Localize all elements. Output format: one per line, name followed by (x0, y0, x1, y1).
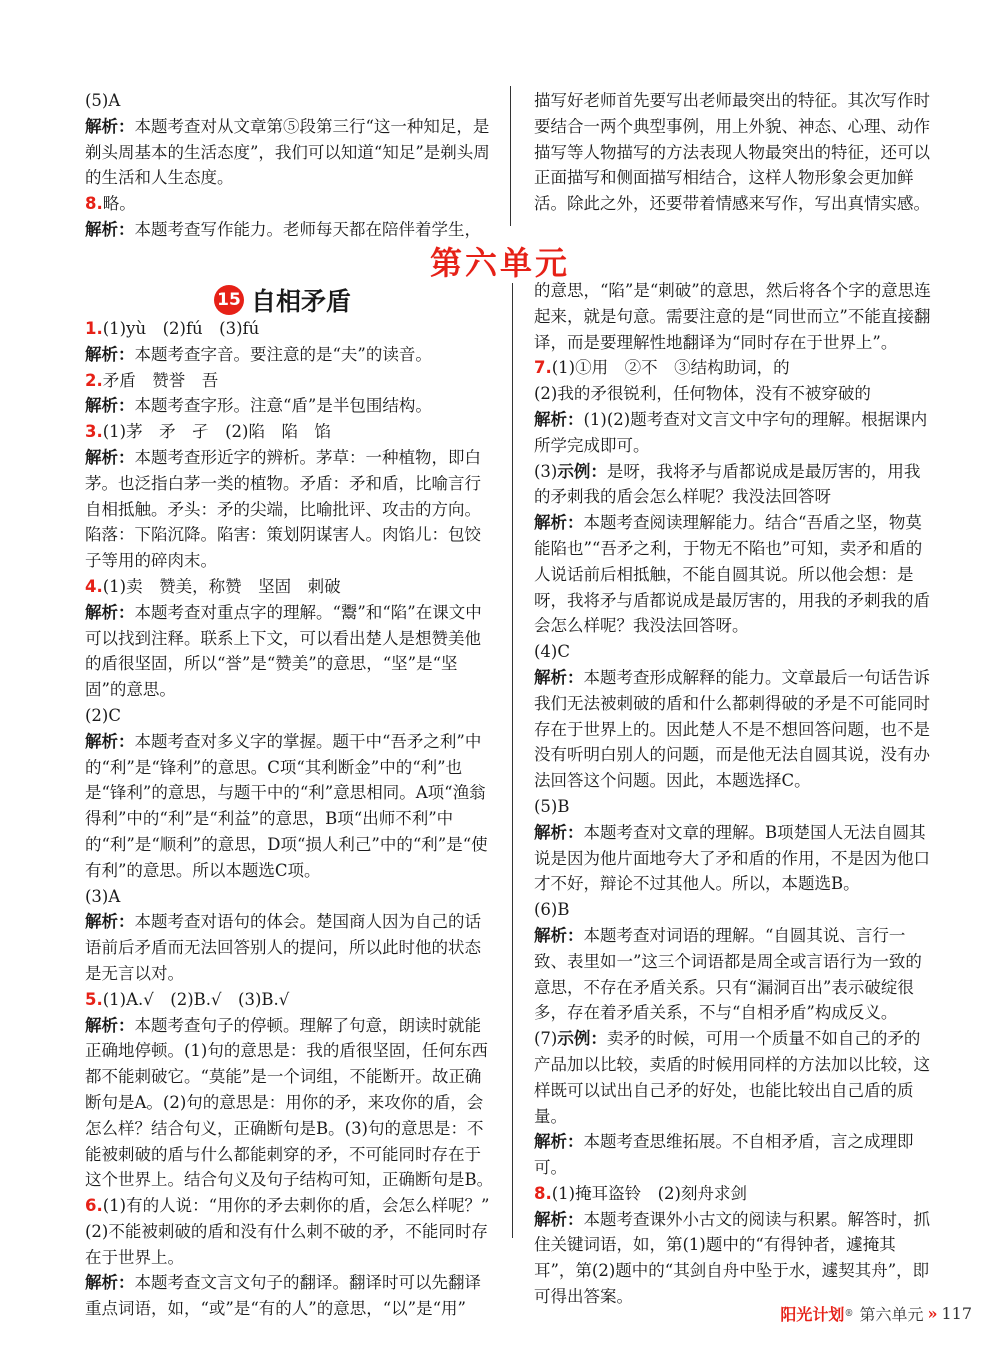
question-item (85, 574, 495, 600)
top-left-column (85, 88, 493, 243)
paragraph-text: 本题考查形近字的辨析。茅草：一种植物，即白茅。也泛指白茅一类的植物。矛盾：矛和盾，比喻言行自相抵触。矛头：矛的尖端，比喻批评、攻击的方向。陷落：下陷沉降。陷害：策划阴谋害人。肉馅儿：包饺子等用的碎肉末。 (85, 447, 481, 571)
analysis-label: 解析： (85, 602, 135, 622)
answer-line (534, 88, 936, 217)
example-text: 是呀，我将矛与盾都说成是最厉害的，用我的矛刺我的盾会怎么样呢？我没法回答呀 (534, 461, 921, 507)
paragraph-text: 本题考查写作能力。老师每天都在陪伴着学生， (134, 219, 481, 239)
registered-mark: ® (844, 1308, 854, 1319)
analysis-paragraph (534, 665, 936, 794)
answer-line (534, 794, 936, 820)
main-column-divider (512, 283, 513, 1238)
question-number: 8. (85, 194, 103, 214)
paragraph-text: 本题考查句子的停顿。理解了句意，朗读时就能正确地停顿。(1)句的意思是：我的盾很坚固，任何东西都不能刺破它。“莫能”是一个词组，不能断开。故正确断句是A。(2)句的意思是：用你的矛，来攻你的盾，会怎么样？结合句义，正确断句是B。(3)句的意思是：不能被刺破的盾与什么都能刺穿的矛，不可能同时存在于这个世界上。结合句义及句子结构可知，正确断句是B。 (85, 1015, 494, 1190)
analysis-label: 解析： (85, 116, 135, 136)
paragraph-text: (5)A (85, 91, 121, 110)
analysis-label: 解析： (534, 667, 584, 687)
main-left-column (85, 316, 495, 1322)
paragraph-text: (7) (534, 1029, 558, 1049)
question-item (85, 987, 495, 1013)
paragraph-text: 的意思，“陷”是“刺破”的意思，然后将各个字的意思连起来，就是句意。需要注意的是“同世而立”不能直接翻译，而是要理解性地翻译为“同时存在于世界上”。 (534, 281, 931, 352)
analysis-label: 解析： (534, 1132, 584, 1152)
analysis-label: 解析： (85, 1273, 135, 1293)
paragraph-text: 本题考查文言文句子的翻译。翻译时可以先翻译重点词语，如，“或”是“有的人”的意思，“以”是“用” (85, 1273, 481, 1319)
question-number: 4. (85, 576, 103, 596)
lesson-title: 自相矛盾 (251, 287, 352, 316)
analysis-paragraph (85, 393, 495, 419)
top-right-column (534, 88, 936, 217)
paragraph-text: 矛盾 赞誉 吾 (102, 370, 219, 390)
analysis-paragraph (534, 407, 936, 459)
question-item (85, 191, 493, 217)
question-number: 5. (85, 989, 103, 1009)
question-number: 2. (85, 370, 103, 390)
paragraph-text: 本题考查对从文章第⑤段第三行“这一种知足，是剃头周基本的生活态度”，我们可以知道“知足”是剃头周的生活和人生态度。 (85, 116, 490, 188)
answer-line (85, 88, 493, 114)
analysis-label: 解析： (85, 219, 135, 239)
paragraph-text: 本题考查字形。注意“盾”是半包围结构。 (134, 396, 432, 416)
answer-line (85, 703, 495, 729)
analysis-paragraph (85, 342, 495, 368)
analysis-label: 解析： (534, 409, 584, 429)
answer-line (85, 884, 495, 910)
paragraph-text: (3)A (85, 886, 121, 906)
question-item (85, 419, 495, 445)
analysis-label: 解析： (534, 1209, 584, 1229)
answer-line (534, 639, 936, 665)
paragraph-text: (6)B (534, 900, 570, 920)
answer-line (534, 278, 936, 355)
paragraph-text: (3) (534, 461, 558, 481)
analysis-paragraph (85, 1013, 495, 1194)
analysis-label: 解析： (534, 513, 584, 533)
paragraph-text: 本题考查阅读理解能力。结合“吾盾之坚，物莫能陷也”“吾矛之利，于物无不陷也”可知，卖矛和盾的人说话前后相抵触，不能自圆其说。所以他会想：是呀，我将矛与盾都说成是最厉害的，用我的矛刺我的盾会怎么样呢？我没法回答呀。 (534, 513, 930, 636)
paragraph-text: (2)不能被刺破的盾和没有什么刺不破的矛，不能同时存在于世界上。 (85, 1221, 488, 1267)
paragraph-text: (2)我的矛很锐利，任何物体，没有不被穿破的 (534, 384, 871, 404)
paragraph-text: 本题考查形成解释的能力。文章最后一句话告诉我们无法被刺破的盾和什么都刺得破的矛是不可能同时存在于世界上的。因此楚人不是不想回答问题，也不是没有听明白别人的问题，而是他无法自圆其说，没有办法回答这个问题。因此，本题选择C。 (534, 667, 930, 791)
example-label: 示例： (557, 461, 607, 481)
paragraph-text: 本题考查对重点字的理解。“鬻”和“陷”在课文中可以找到注释。联系上下文，可以看出楚人是想赞美他的盾很坚固，所以“誉”是“赞美”的意思，“坚”是“坚固”的意思。 (85, 602, 482, 700)
analysis-label: 解析： (85, 447, 135, 467)
footer-section: 第六单元 (859, 1305, 924, 1324)
answer-line (534, 381, 936, 407)
analysis-paragraph (534, 510, 936, 639)
question-number: 6. (85, 1196, 103, 1216)
example-label: 示例： (557, 1029, 607, 1049)
question-item (85, 1193, 495, 1219)
analysis-paragraph (85, 729, 495, 884)
paragraph-text: (5)B (534, 796, 570, 816)
analysis-paragraph (534, 1207, 936, 1310)
analysis-label: 解析： (85, 396, 135, 416)
analysis-paragraph (85, 445, 495, 574)
answer-line (534, 1026, 936, 1129)
paragraph-text: 本题考查课外小古文的阅读与积累。解答时，抓住关键词语，如，第(1)题中的“有得钟者，遽掩其耳”，第(2)题中的“其剑自舟中坠于水，遽契其舟”，即可得出答案。 (534, 1209, 930, 1307)
paragraph-text: (1)茅 矛 孑 (2)陷 陷 馅 (102, 422, 331, 442)
unit-title: 第六单元 (429, 244, 570, 282)
top-column-divider (510, 86, 511, 226)
paragraph-text: (1)有的人说：“用你的矛去刺你的盾，会怎么样呢？” (102, 1196, 490, 1216)
double-chevron-right-icon: » (927, 1304, 938, 1323)
paragraph-text: (1)yù (2)fú (3)fú (102, 319, 260, 338)
answer-line (534, 459, 936, 511)
paragraph-text: 本题考查对文章的理解。B项楚国人无法自圆其说是因为他片面地夸大了矛和盾的作用，不是因为他口才不好，辩论不过其他人。所以，本题选B。 (534, 822, 930, 894)
lesson-heading (214, 282, 351, 318)
analysis-paragraph (85, 600, 495, 703)
paragraph-text: (1)卖 赞美，称赞 坚固 刺破 (102, 576, 341, 596)
analysis-paragraph (534, 820, 936, 897)
page-number: 117 (941, 1304, 972, 1323)
lesson-number-badge: 15 (214, 285, 244, 315)
question-number: 3. (85, 422, 103, 442)
analysis-label: 解析： (534, 925, 584, 945)
example-text: 卖矛的时候，可用一个质量不如自己的矛的产品加以比较，卖盾的时候用同样的方法加以比较，这样既可以试出自己矛的好处，也能比较出自己盾的质量。 (534, 1029, 930, 1126)
analysis-paragraph (85, 909, 495, 986)
paragraph-text: (1)A.√ (2)B.√ (3)B.√ (102, 989, 290, 1009)
paragraph-text: 略。 (102, 194, 136, 214)
paragraph-text: 本题考查字音。要注意的是“夫”的读音。 (134, 344, 432, 364)
analysis-paragraph (534, 1129, 936, 1181)
answer-line (534, 897, 936, 923)
paragraph-text: (1)(2)题考查对文言文中字句的理解。根据课内所学完成即可。 (534, 409, 928, 455)
analysis-paragraph (85, 1270, 495, 1322)
question-number: 8. (534, 1183, 552, 1203)
question-number: 1. (85, 319, 103, 338)
analysis-label: 解析： (85, 344, 135, 364)
question-number: 7. (534, 358, 552, 378)
question-item (85, 368, 495, 394)
page-footer (780, 1302, 972, 1325)
paragraph-text: (2)C (85, 705, 121, 725)
main-right-column (534, 278, 936, 1310)
analysis-label: 解析： (85, 1015, 135, 1035)
analysis-paragraph (85, 114, 493, 191)
answer-line (85, 1219, 495, 1271)
paragraph-text: 本题考查思维拓展。不自相矛盾，言之成理即可。 (534, 1132, 914, 1178)
analysis-paragraph (534, 923, 936, 1026)
paragraph-text: (1)掩耳盗铃 (2)刻舟求剑 (551, 1183, 747, 1203)
paragraph-text: 本题考查对语句的体会。楚国商人因为自己的话语前后矛盾而无法回答别人的提问，所以此时他的状态是无言以对。 (85, 912, 481, 983)
analysis-label: 解析： (85, 912, 135, 932)
question-item (534, 355, 936, 381)
question-item (85, 316, 495, 342)
paragraph-text: 描写好老师首先要写出老师最突出的特征。其次写作时要结合一两个典型事例，用上外貌、神态、心理、动作描写等人物描写的方法表现人物最突出的特征，还可以正面描写和侧面描写相结合，这样人物形象会更加鲜活。除此之外，还要带着情感来写作，写出真情实感。 (534, 91, 930, 214)
analysis-label: 解析： (85, 731, 135, 751)
paragraph-text: (1)①用 ②不 ③结构助词，的 (551, 358, 790, 378)
paragraph-text: 本题考查对词语的理解。“自圆其说、言行一致、表里如一”这三个词语都是周全或言语行为一致的意思，不存在矛盾关系。只有“漏洞百出”表示破绽很多，存在着矛盾关系，不与“自相矛盾”构成反义。 (534, 925, 922, 1023)
analysis-label: 解析： (534, 822, 584, 842)
paragraph-text: 本题考查对多义字的掌握。题干中“吾矛之利”中的“利”是“锋利”的意思。C项“其利断金”中的“利”也是“锋利”的意思，与题干中的“利”意思相同。A项“渔翁得利”中的“利”是“利益”的意思，B项“出师不利”中的“利”是“顺利”的意思，D项“损人利己”中的“利”是“使有利”的意思。所以本题选C项。 (85, 731, 488, 880)
footer-brand: 阳光计划 (780, 1305, 845, 1324)
paragraph-text: (4)C (534, 642, 570, 662)
question-item (534, 1181, 936, 1207)
